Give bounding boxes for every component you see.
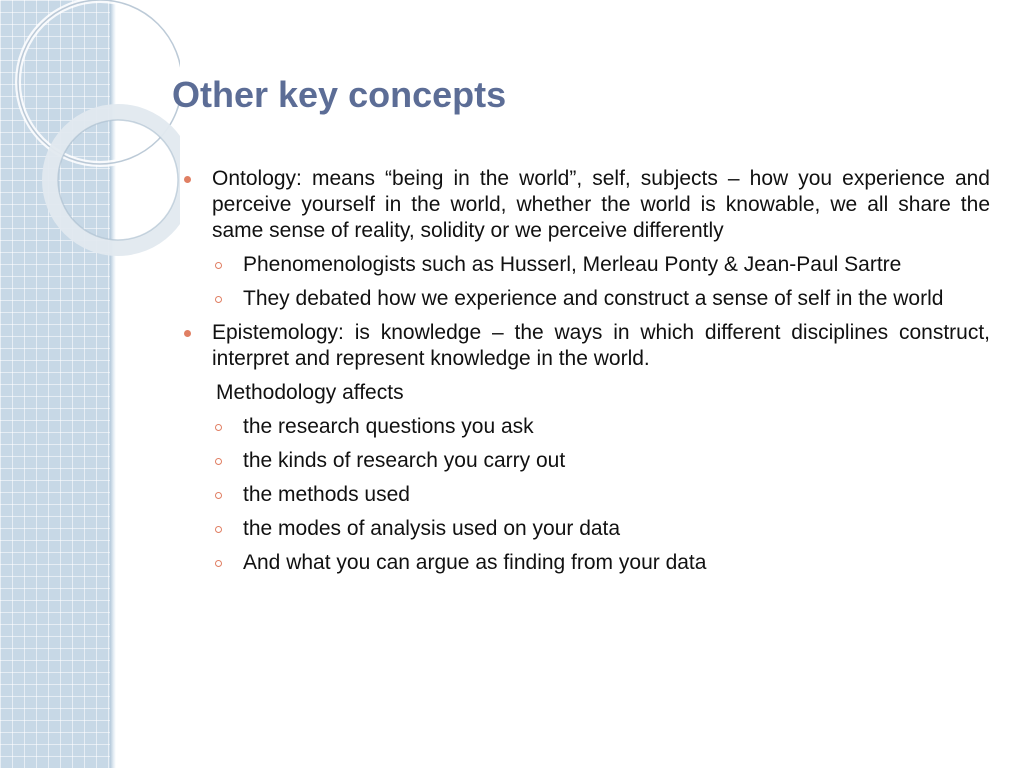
sub-bullet-ring-icon [215, 424, 222, 431]
sub-bullet-ring-icon [215, 296, 222, 303]
methodology-heading [184, 380, 990, 406]
sub-bullet-ring-icon [215, 458, 222, 465]
slide-title: Other key concepts [172, 74, 507, 115]
bullet-dot-icon [184, 176, 191, 183]
bullet-dot-icon [184, 330, 191, 337]
bullet-text: Ontology: means “being in the world”, self, subjects – how you experience and perceive yourself in the world, whether the world is knowable, we all share the same sense of reality, solidity or we perceive differently [212, 167, 990, 242]
sub-bullet-kinds-of-research [184, 448, 990, 474]
bullet-list [184, 166, 990, 584]
sub-bullet-text: They debated how we experience and construct a sense of self in the world [243, 287, 944, 310]
small-ring [50, 112, 180, 248]
sub-bullet-argue-findings [184, 550, 990, 576]
sub-bullet-text: the kinds of research you carry out [243, 449, 566, 472]
sub-bullet-modes-of-analysis [184, 516, 990, 542]
sub-bullet-text: And what you can argue as finding from your data [243, 551, 707, 574]
sub-bullet-text: the modes of analysis used on your data [243, 517, 621, 540]
bullet-epistemology [184, 320, 990, 372]
sub-bullet-text: the methods used [243, 483, 410, 506]
sub-bullet-text: the research questions you ask [243, 415, 534, 438]
sub-bullet-ring-icon [215, 560, 222, 567]
small-ring-shadow [58, 120, 178, 240]
sub-bullet-research-questions [184, 414, 990, 440]
sub-bullet-methods [184, 482, 990, 508]
bullet-ontology [184, 166, 990, 244]
sub-bullet-text: Phenomenologists such as Husserl, Merleau Ponty & Jean-Paul Sartre [243, 253, 902, 276]
bullet-text: Epistemology: is knowledge – the ways in which different disciplines construct, interpret and represent knowledge in the world. [212, 321, 990, 370]
sub-bullet-ring-icon [215, 262, 222, 269]
sub-bullet-debated [184, 286, 990, 312]
methodology-text: Methodology affects [216, 381, 404, 404]
sub-bullet-ring-icon [215, 526, 222, 533]
sub-bullet-ring-icon [215, 492, 222, 499]
decorative-circles [0, 0, 180, 260]
sub-bullet-phenomenologists [184, 252, 990, 278]
